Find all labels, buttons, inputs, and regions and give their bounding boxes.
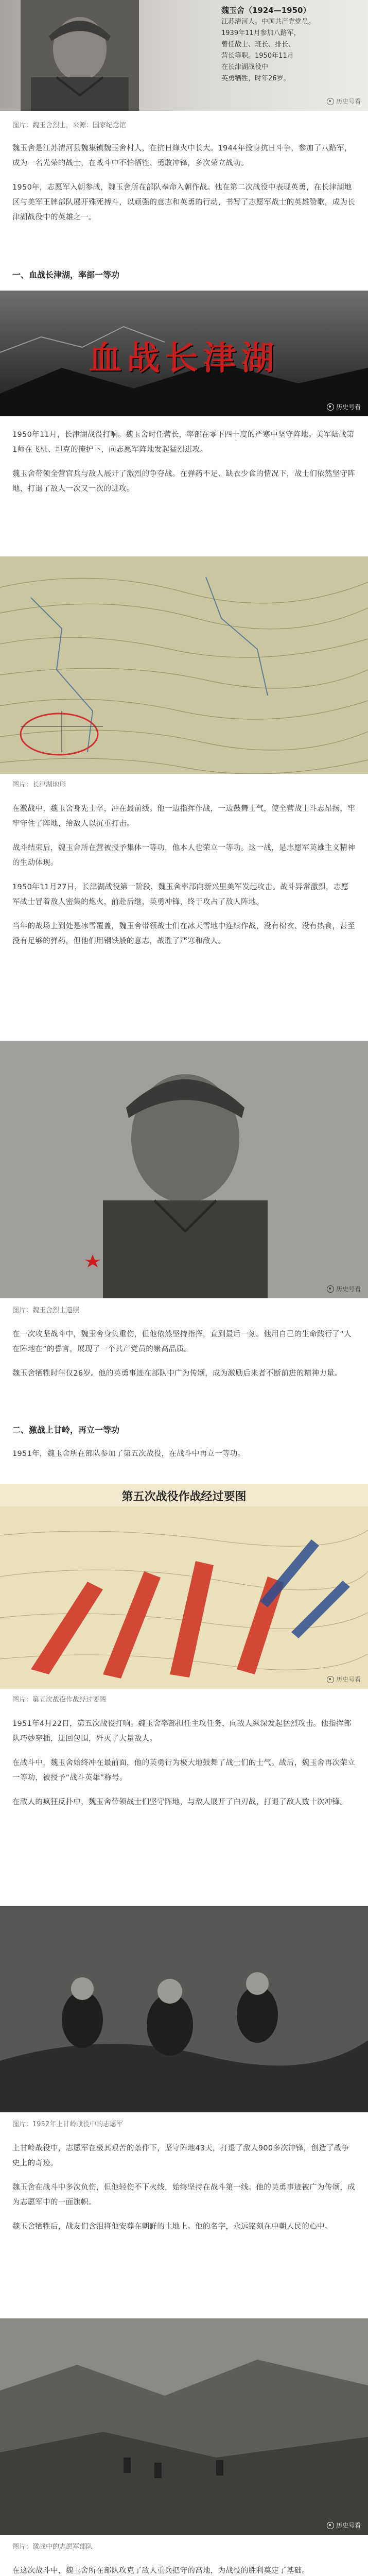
section1-paragraph: 1950年11月27日，长津湖战役第一阶段，魏玉舍率部向新兴里美军发起攻击。战斗异常激烈，志愿军战士冒着敌人密集的炮火，前赴后继，英勇冲锋，终于攻占了敌人阵地。 [12, 883, 349, 906]
battlefield-photo-illustration [0, 2318, 368, 2535]
section2-more [0, 2141, 368, 2234]
header-bio-line: 江苏清河人。中国共产党党员。 [221, 18, 316, 26]
battlefield-watermark [327, 2521, 361, 2530]
battle-map [0, 1484, 368, 1689]
portrait-caption: 图片：魏玉舍烈士遗照 [12, 1307, 80, 1314]
photo3-caption: 图片：激战中的志愿军部队 [12, 2543, 93, 2551]
header-banner [0, 0, 368, 111]
header-bio-box [221, 4, 360, 84]
section2-title: 二、激战上甘岭，再立一等功 [12, 1425, 120, 1435]
section2-paragraph: 在敌人的疯狂反扑中，魏玉舍带领战士们坚守阵地，与敌人展开了白刃战，打退了敌人数十次冲锋。 [12, 1798, 348, 1806]
map2-caption-block [0, 1694, 368, 1706]
section1-more [0, 802, 368, 949]
watermark-icon [327, 1285, 334, 1293]
map2-caption: 图片：第五次战役作战经过要图 [12, 1696, 107, 1704]
watermark-icon [327, 2522, 334, 2529]
intro-text [0, 141, 368, 225]
section2-paragraph: 1951年，魏玉舍所在部队参加了第五次战役，在战斗中再立一等功。 [12, 1450, 246, 1458]
section1-paragraph: 魏玉舍牺牲时年仅26岁。他的英勇事迹在部队中广为传颂，成为激励后来者不断前进的精神力量。 [12, 1369, 342, 1378]
map1-caption: 图片：长津湖地形 [12, 781, 66, 789]
watermark-text: 历史号看 [336, 1676, 361, 1683]
section1-banner [0, 291, 368, 416]
section1-heading [0, 268, 368, 282]
section1-paragraph: 当年的战场上到处是冰雪覆盖，魏玉舍带领战士们在冰天雪地中连续作战，没有棉衣、没有热食，甚至没有足够的弹药，但他们用钢铁般的意志，战胜了严寒和敌人。 [12, 922, 355, 945]
intro-caption: 图片：魏玉舍烈士，来源：国家纪念馆 [12, 122, 127, 129]
header-bio-line: 营长等职。1950年11月 [221, 52, 294, 60]
portrait-watermark [327, 1284, 361, 1293]
section2-intro [0, 1447, 368, 1462]
section2-paragraph: 在战斗中，魏玉舍始终冲在最前面，他的英勇行为极大地鼓舞了战士们的士气。战后，魏玉舍再次荣立一等功，被授予“战斗英雄”称号。 [12, 1759, 355, 1782]
section1-after-portrait [0, 1327, 368, 1381]
photo2-caption-block [0, 2119, 368, 2131]
section1-paragraph: 战斗结束后，魏玉舍所在营被授予集体一等功，他本人也荣立一等功。这一战，是志愿军英雄主义精神的生动体现。 [12, 844, 355, 867]
soldiers-photo [0, 1906, 368, 2112]
section2-paragraph: 魏玉舍牺牲后，战友们含泪将他安葬在朝鲜的土地上。他的名字，永远铭刻在中朝人民的心中。 [12, 2223, 332, 2231]
soldier-portrait [0, 1041, 368, 1298]
section1-paragraph: 1950年11月，长津湖战役打响。魏玉舍时任营长，率部在零下四十度的严寒中坚守阵地。美军陆战第1师在飞机、坦克的掩护下，向志愿军阵地发起猛烈进攻。 [12, 431, 354, 454]
watermark-icon [327, 98, 334, 105]
topographic-map [0, 556, 368, 774]
banner-title: 血战长津湖 [89, 339, 279, 378]
section2-text [0, 1717, 368, 1810]
header-bio-line: 在长津湖战役中 [221, 63, 269, 71]
section2-heading [0, 1423, 368, 1437]
map-illustration [0, 556, 368, 774]
battlefield-photo [0, 2318, 368, 2535]
watermark-text: 历史号看 [336, 2522, 361, 2529]
section1-paragraph: 在一次攻坚战斗中，魏玉舍身负重伤，但他依然坚持指挥，直到最后一刻。他用自己的生命践行了“人在阵地在”的誓言，展现了一个共产党员的崇高品质。 [12, 1330, 352, 1353]
photo2-caption: 图片：1952年上甘岭战役中的志愿军 [12, 2121, 124, 2128]
watermark-icon [327, 403, 334, 411]
soldiers-photo-illustration [0, 1906, 368, 2112]
intro-caption-block [0, 120, 368, 132]
header-name-title: 魏玉舍（1924—1950） [221, 6, 311, 15]
section2-paragraph: 上甘岭战役中，志愿军在极其艰苦的条件下，坚守阵地43天，打退了敌人900多次冲锋，创造了战争史上的奇迹。 [12, 2144, 349, 2167]
photo3-caption-block [0, 2541, 368, 2553]
section2-paragraph: 1951年4月22日，第五次战役打响。魏玉舍率部担任主攻任务，向敌人纵深发起猛烈攻击。他指挥部队巧妙穿插，迂回包围，歼灭了大量敌人。 [12, 1720, 352, 1743]
section2-paragraph: 在这次战斗中，魏玉舍所在部队攻克了敌人重兵把守的高地，为战役的胜利奠定了基础。 [12, 2567, 310, 2575]
watermark-text: 历史号看 [336, 403, 361, 411]
portrait-illustration [0, 1041, 368, 1298]
banner-watermark [327, 402, 361, 411]
header-bio-line: 1939年11月参加八路军， [221, 29, 301, 37]
section1-paragraph: 魏玉舍带领全营官兵与敌人展开了激烈的争夺战。在弹药不足、缺衣少食的情况下，战士们依然坚守阵地，打退了敌人一次又一次的进攻。 [12, 470, 355, 493]
section1-paragraph: 在激战中，魏玉舍身先士卒，冲在最前线。他一边指挥作战，一边鼓舞士气，使全营战士斗志昂扬，牢牢守住了阵地，给敌人以沉重打击。 [12, 805, 355, 828]
section2-paragraph: 魏玉舍在战斗中多次负伤，但他轻伤不下火线，始终坚持在战斗第一线。他的英勇事迹被广为传颂，成为志愿军中的一面旗帜。 [12, 2183, 355, 2207]
section2-final [0, 2564, 368, 2576]
watermark-text: 历史号看 [336, 98, 361, 105]
section1-title: 一、血战长津湖，率部一等功 [12, 270, 120, 280]
header-bio-line: 英勇牺牲，时年26岁。 [221, 75, 290, 82]
watermark-icon [327, 1676, 334, 1683]
section1-text [0, 428, 368, 497]
portrait-caption-block [0, 1304, 368, 1317]
map1-caption-block [0, 779, 368, 791]
battle-map-illustration [0, 1484, 368, 1689]
header-bio-line: 曾任战士、班长、排长、 [221, 41, 295, 48]
header-bio [221, 16, 360, 84]
battle-map-watermark [327, 1675, 361, 1684]
watermark-text: 历史号看 [336, 1285, 361, 1293]
battle-map-title: 第五次战役作战经过要图 [121, 1490, 247, 1503]
header-watermark [327, 97, 361, 106]
intro-paragraph: 魏玉舍是江苏清河县魏集镇魏玉舍村人，在抗日烽火中长大。1944年投身抗日斗争，参加了八路军，成为一名光荣的战士，在战斗中不怕牺牲、勇敢冲锋，多次荣立战功。 [12, 144, 352, 167]
intro-paragraph: 1950年，志愿军入朝参战，魏玉舍所在部队奉命入朝作战。他在第二次战役中表现英勇，在长津湖地区与美军王牌部队展开殊死搏斗，以顽强的意志和英勇的行动，书写了志愿军战士的英雄赞歌，成为长津湖战役中的英雄之一。 [12, 183, 355, 222]
